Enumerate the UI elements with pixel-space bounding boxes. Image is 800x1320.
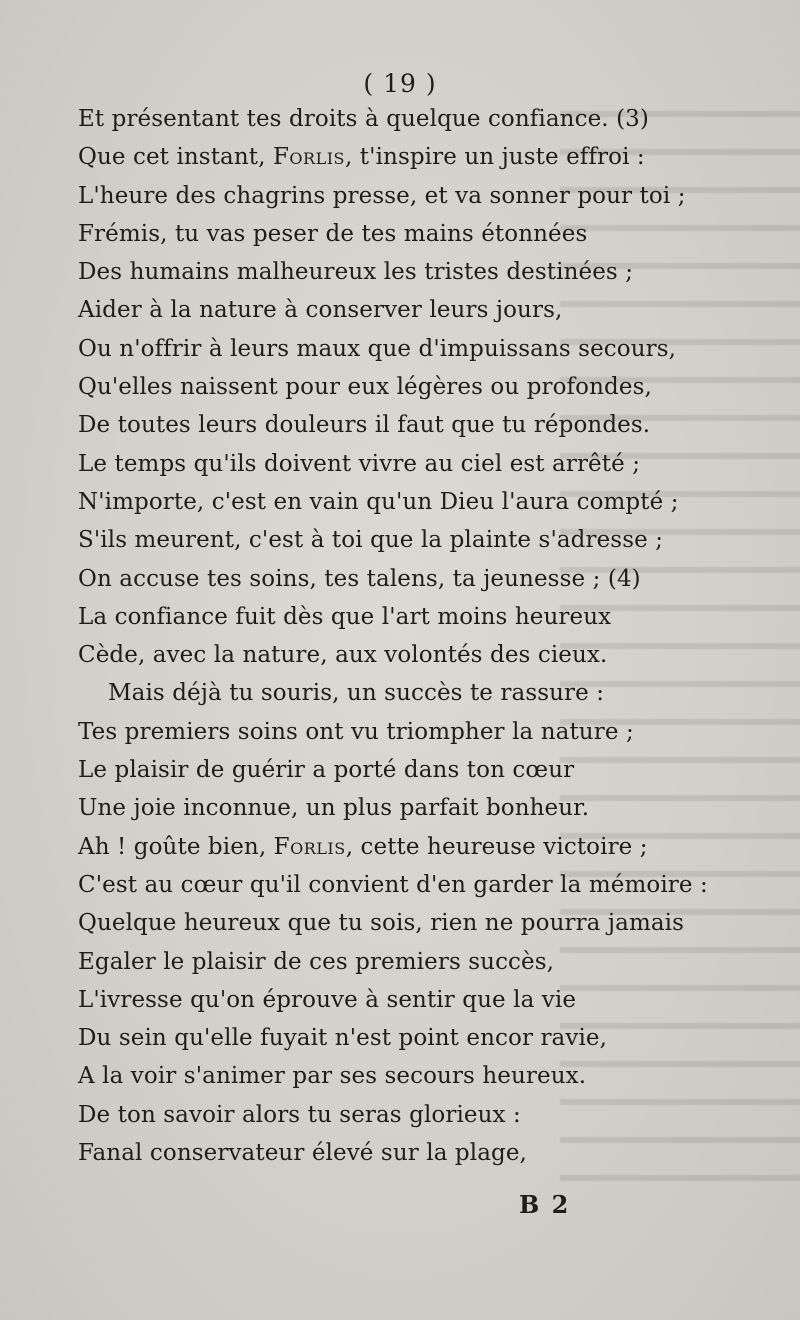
verse-line: Frémis, tu vas peser de tes mains étonnées <box>78 220 588 247</box>
verse-line: De toutes leurs douleurs il faut que tu répondes. <box>78 412 651 439</box>
verse-line: De ton savoir alors tu seras glorieux : <box>78 1101 521 1128</box>
verse-line: Et présentant tes droits à quelque confiance. (3) <box>78 106 649 132</box>
verse-line: Le plaisir de guérir a porté dans ton cœur <box>78 757 575 784</box>
verse-line: L'ivresse qu'on éprouve à sentir que la vie <box>78 986 577 1013</box>
character-name: Forlis <box>272 144 345 171</box>
verse-line: Ou n'offrir à leurs maux que d'impuissans secours, <box>78 335 677 362</box>
verse-line: S'ils meurent, c'est à toi que la plainte s'adresse ; <box>78 527 664 554</box>
page-number: ( 19 ) <box>363 69 437 98</box>
verse-line: Ah ! goûte bien, Forlis, cette heureuse victoire ; <box>78 833 648 860</box>
character-name: Forlis <box>273 833 346 860</box>
verse-line: L'heure des chagrins presse, et va sonner pour toi ; <box>78 182 686 209</box>
verse-line: C'est au cœur qu'il convient d'en garder la mémoire : <box>78 871 708 898</box>
verse-line: La confiance fuit dès que l'art moins heureux <box>78 603 612 630</box>
verse-line: Des humains malheureux les tristes destinées ; <box>78 259 634 286</box>
verse-line: Qu'elles naissent pour eux légères ou profondes, <box>78 374 652 401</box>
poem-text <box>78 100 718 1172</box>
verse-line: Cède, avec la nature, aux volontés des cieux. <box>78 642 608 669</box>
verse-line: Tes premiers soins ont vu triompher la nature ; <box>78 718 634 745</box>
verse-line: Mais déjà tu souris, un succès te rassure : <box>108 680 605 707</box>
verse-line: Que cet instant, Forlis, t'inspire un juste effroi : <box>78 144 645 171</box>
verse-line: Aider à la nature à conserver leurs jours, <box>78 297 563 324</box>
verse-line: N'importe, c'est en vain qu'un Dieu l'aura compté ; <box>78 488 679 515</box>
printer-signature: B 2 <box>519 1190 571 1219</box>
verse-line: Quelque heureux que tu sois, rien ne pourra jamais <box>78 910 685 937</box>
verse-line: Une joie inconnue, un plus parfait bonheur. <box>78 795 590 822</box>
verse-line: Egaler le plaisir de ces premiers succès, <box>78 948 555 975</box>
verse-line: Du sein qu'elle fuyait n'est point encor ravie, <box>78 1025 608 1052</box>
verse-line: On accuse tes soins, tes talens, ta jeunesse ; (4) <box>78 565 641 592</box>
verse-line: A la voir s'animer par ses secours heureux. <box>78 1063 587 1090</box>
verse-line: Le temps qu'ils doivent vivre au ciel est arrêté ; <box>78 450 641 477</box>
verse-line: Fanal conservateur élevé sur la plage, <box>78 1140 527 1167</box>
